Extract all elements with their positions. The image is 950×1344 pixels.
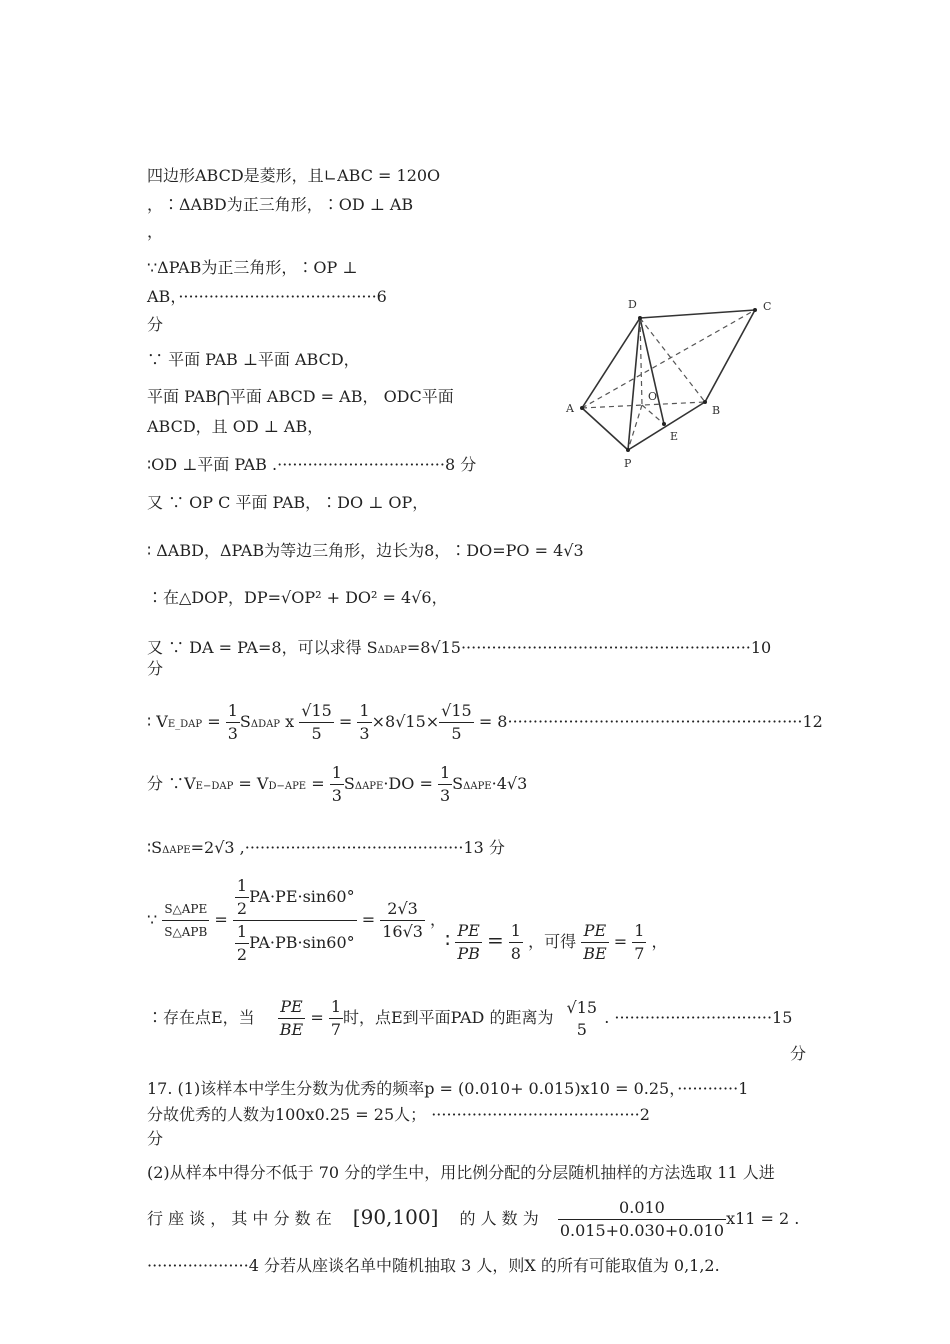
frac-sqrt15-5-b: $\frac{√15}{5}$ xyxy=(441,701,472,743)
line-16-s: S xyxy=(239,712,251,731)
line-19b-eq: = xyxy=(486,928,504,952)
line-18-a: ∶S xyxy=(147,838,163,857)
line-27: ····················4 分若从座谈名单中随机抽取 3 人，则X 的所有可能取值为 0,1,2. xyxy=(147,1256,720,1275)
line-9: ABCD，且 OD ⊥ AB， xyxy=(147,417,324,436)
line-16-x: x xyxy=(285,712,295,731)
label-c: C xyxy=(763,300,772,313)
edge-dc xyxy=(640,310,755,318)
line-16-s-sub: ΔDAP xyxy=(250,719,281,730)
line-20 xyxy=(147,990,792,1046)
line-16-eq2: = xyxy=(338,712,353,731)
line-6: 分 xyxy=(147,315,164,334)
line-19b xyxy=(445,915,668,967)
line-17-sub1: E−DAP xyxy=(195,781,234,792)
line-25: (2)从样本中得分不低于 70 分的学生中，用比例分配的分层随机抽样的方法选取 11 人进 xyxy=(147,1163,775,1182)
line-18-c: =2√3 ,···········································13 分 xyxy=(190,838,505,857)
line-18 xyxy=(147,838,505,861)
line-2: ，∶ΔABD为正三角形，∶OD ⊥ AB xyxy=(147,195,414,214)
edge-dp xyxy=(628,318,640,450)
frac-1-7: $\frac{1}{7}$ xyxy=(634,921,645,963)
frac-1-3-a: $\frac{1}{3}$ xyxy=(227,701,238,743)
line-16-sub: E_DAP xyxy=(167,719,203,730)
line-14-a: 又 ∵ DA = PA=8，可以求得 S xyxy=(147,638,378,657)
line-12: ∶ ΔABD，ΔPAB为等边三角形，边长为8，∶DO=PO = 4√3 xyxy=(147,541,584,560)
frac-pe-be-2: $\frac{PE}{BE}$ xyxy=(279,997,304,1039)
line-17-a: 分 ∵V xyxy=(147,774,196,793)
line-11: 又 ∵ OP C 平面 PAB，∶DO ⊥ OP， xyxy=(147,493,429,512)
line-13-b: =√OP² + DO² = 4√6， xyxy=(267,588,448,607)
frac-1-7-2: $\frac{1}{7}$ xyxy=(330,997,341,1039)
line-26-a: 行 座 谈 ， 其 中 分 数 在 xyxy=(147,1209,332,1228)
point-a xyxy=(580,406,584,410)
label-p: P xyxy=(624,457,632,470)
line-23: 分故优秀的人数为100x0.25 = 25人； ·········································2 xyxy=(147,1105,650,1124)
frac-1-8: $\frac{1}{8}$ xyxy=(510,921,521,963)
line-17-sub2: D−APE xyxy=(268,781,307,792)
line-17-end: ·4√3 xyxy=(491,774,528,793)
line-3: ， xyxy=(147,222,164,241)
line-26-d: x11 = 2 . xyxy=(726,1209,800,1228)
line-16-eq: = xyxy=(207,712,221,731)
frac-1-3-b: $\frac{1}{3}$ xyxy=(359,701,370,743)
line-24: 分 xyxy=(147,1129,164,1148)
line-5: AB，·······································6 xyxy=(147,287,387,306)
frac-pe-be: $\frac{PE}{BE}$ xyxy=(583,921,607,963)
line-8: 平面 PAB⋂平面 ABCD = AB， ODC平面 xyxy=(147,387,454,406)
edge-da xyxy=(582,318,640,408)
line-10: ∶OD ⊥平面 PAB .·································8 分 xyxy=(147,455,477,474)
line-14 xyxy=(147,638,771,661)
frac-proportion: $\frac{0.010}{0.015+0.030+0.010}$ xyxy=(559,1198,725,1240)
frac-1-3-c: $\frac{1}{3}$ xyxy=(331,763,342,805)
point-p xyxy=(626,448,630,452)
line-19b-therefore: ∶ xyxy=(445,928,451,952)
line-17-s2: S xyxy=(452,774,464,793)
frac-half-b: $\frac{1}{2}$ xyxy=(236,922,248,964)
pa-pb: PA·PB·sin60° xyxy=(249,933,355,952)
line-16-a: ∶ V xyxy=(147,712,168,731)
point-e xyxy=(662,422,666,426)
line-17 xyxy=(147,760,527,811)
frac-2sqrt3-16sqrt3: $\frac{2√3}{16√3}$ xyxy=(382,899,423,941)
line-1: 四边形ABCD是菱形，且∟ABC = 120O xyxy=(147,166,441,185)
line-20-c: . ·······························15 xyxy=(604,1008,793,1027)
pa-pe: PA·PE·sin60° xyxy=(249,887,355,906)
line-16-end: = 8··························································12 xyxy=(478,712,823,731)
line-21: 分 xyxy=(790,1044,807,1063)
line-26-interval: [90,100] xyxy=(352,1205,439,1229)
edge-ap xyxy=(582,408,628,450)
edge-ab-dashed xyxy=(582,402,705,408)
line-14-c: =8√15·························································10 xyxy=(406,638,772,657)
frac-sqrt15-5-a: $\frac{√15}{5}$ xyxy=(301,701,332,743)
line-15: 分 xyxy=(147,659,164,678)
line-19b-comma: ， xyxy=(651,932,668,951)
edge-cb xyxy=(705,310,755,402)
line-19-eq: = xyxy=(214,910,228,929)
line-19b-eq2: = xyxy=(613,932,628,951)
line-20-a: ∶存在点E，当 xyxy=(147,1008,255,1027)
label-o: O xyxy=(648,390,658,403)
line-17-dot: ·DO = xyxy=(383,774,433,793)
line-17-eq: = xyxy=(311,774,325,793)
line-22: 17. (1)该样本中学生分数为优秀的频率p = (0.010+ 0.015)x10 = 0.25，············1 xyxy=(147,1079,749,1098)
frac-1-3-d: $\frac{1}{3}$ xyxy=(439,763,451,805)
line-13-a: ∶在△DOP，DP xyxy=(147,588,268,607)
label-b: B xyxy=(712,404,721,417)
line-20-eq: = xyxy=(310,1008,324,1027)
label-a: A xyxy=(566,402,574,415)
point-c xyxy=(753,308,757,312)
line-16-mid: ×8√15× xyxy=(371,712,440,731)
line-17-s-sub: ΔAPE xyxy=(354,781,384,792)
frac-area-ratio: $\frac{\text{S△APE}}{\text{S△APB}}$ xyxy=(162,898,209,943)
edge-pb xyxy=(628,402,705,450)
line-26-c: 的 人 数 为 xyxy=(459,1209,539,1228)
frac-half-a: $\frac{1}{2}$ xyxy=(236,876,248,918)
line-19-because: ∵ xyxy=(147,910,158,929)
label-d: D xyxy=(628,298,637,311)
edge-do-dashed xyxy=(640,318,642,405)
frac-pe-pb: $\frac{PE}{PB}$ xyxy=(457,921,480,963)
line-7: ∵ 平面 PAB ⊥平面 ABCD， xyxy=(147,350,360,369)
line-17-c: = V xyxy=(238,774,269,793)
line-17-s2-sub: ΔAPE xyxy=(463,781,492,792)
line-17-s: S xyxy=(343,774,355,793)
line-19-eq2: = xyxy=(361,910,376,929)
line-19 xyxy=(147,874,446,966)
line-19b-text: ，可得 xyxy=(528,932,577,951)
line-4: ∵ΔPAB为正三角形，∶OP ⊥ xyxy=(147,258,358,277)
point-d xyxy=(638,316,642,320)
line-16 xyxy=(147,698,823,749)
label-e: E xyxy=(670,430,679,443)
line-19-comma: ， xyxy=(430,910,447,929)
line-13 xyxy=(147,588,448,608)
pyramid-figure xyxy=(560,290,790,480)
frac-sin-ratio xyxy=(233,875,357,966)
point-b xyxy=(703,400,707,404)
frac-sqrt15-5-c: √15 5 xyxy=(566,997,598,1039)
line-14-sub: ΔDAP xyxy=(377,645,407,656)
line-26 xyxy=(147,1190,799,1246)
line-18-sub: ΔAPE xyxy=(162,845,191,856)
line-20-b: 时，点E到平面PAD 的距离为 xyxy=(343,1008,554,1027)
